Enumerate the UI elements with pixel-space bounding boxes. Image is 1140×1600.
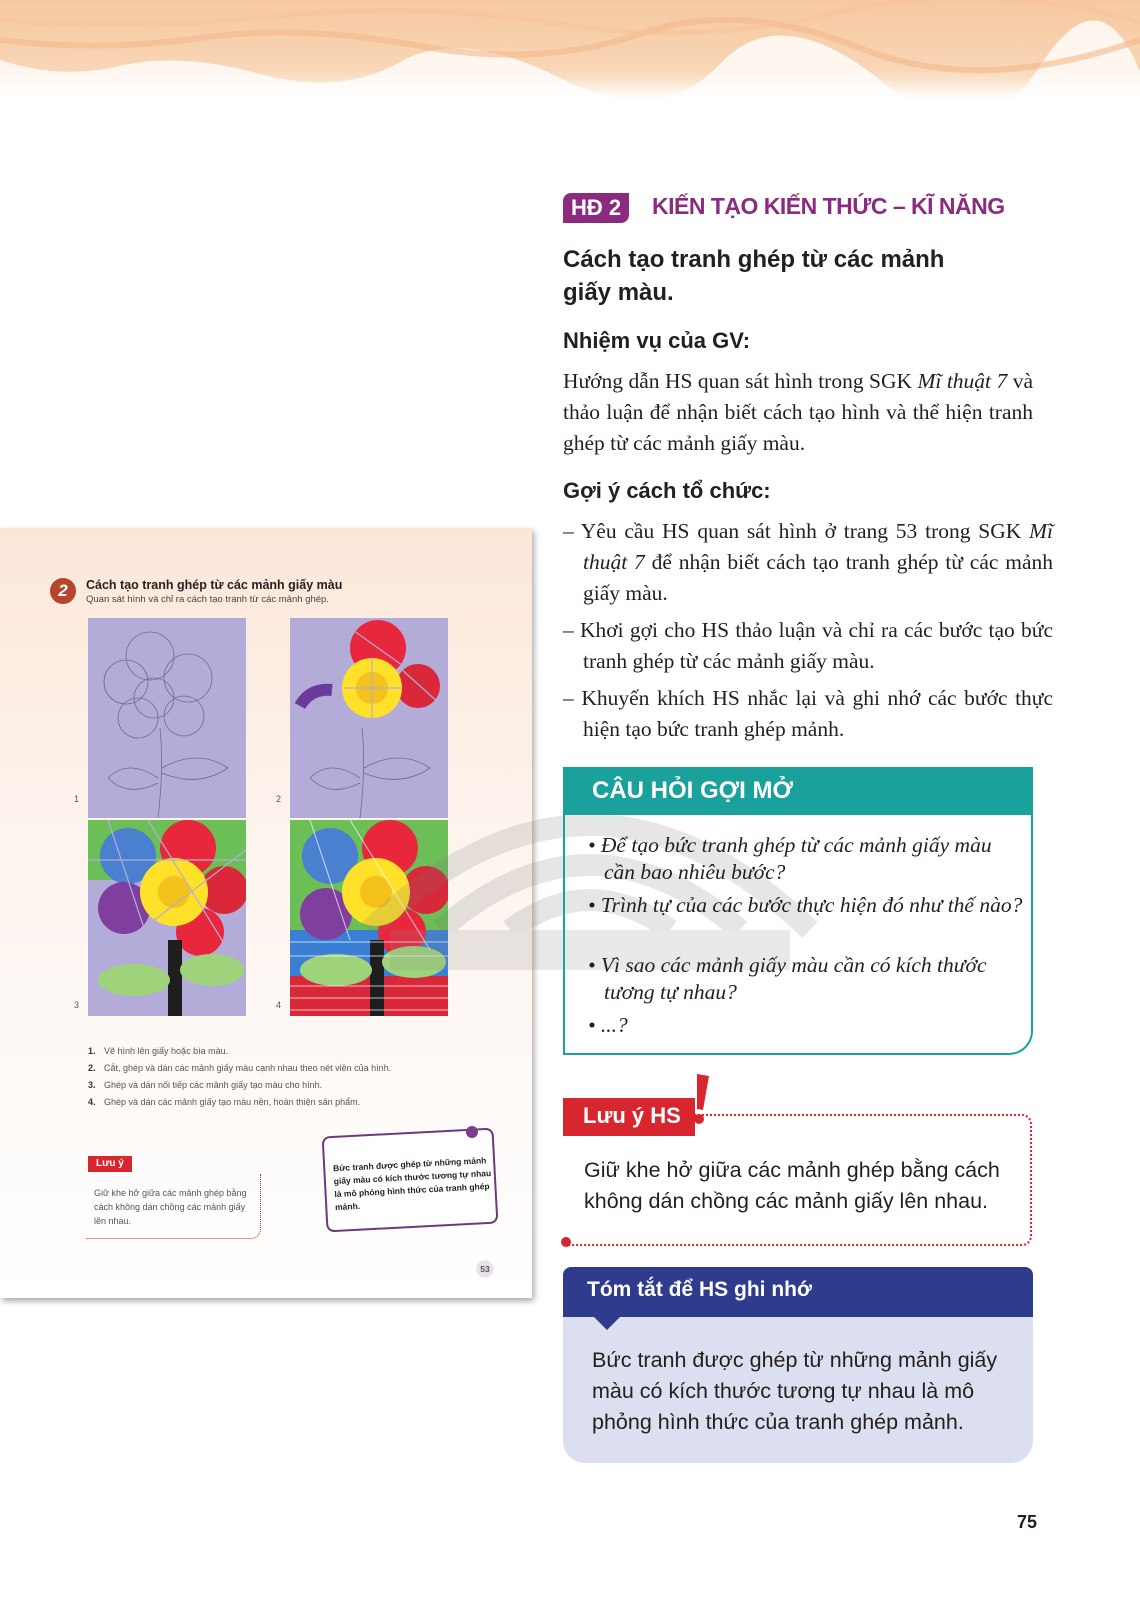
book-section-number: 2 xyxy=(50,578,76,604)
book-callout-text: Bức tranh được ghép từ những mảnh giấy màu có kích thước tương tự nhau là mô phỏng hình thức của tranh ghép mảnh. xyxy=(332,1155,492,1213)
section-heading: Cách tạo tranh ghép từ các mảnh giấy màu. xyxy=(563,246,945,306)
note-bullet-dot xyxy=(561,1237,571,1247)
step-panel-2 xyxy=(290,618,448,818)
summary-text: Bức tranh được ghép từ những mảnh giấy màu có kích thước tương tự nhau là mô phỏng hình thức của tranh ghép mảnh. xyxy=(592,1348,998,1434)
book-step: 4. Ghép và dán các mảnh giấy tạo màu nền, hoàn thiện sản phẩm. xyxy=(88,1097,361,1107)
book-section-title: Cách tạo tranh ghép từ các mảnh giấy màu xyxy=(86,578,343,592)
question-item: • Vì sao các mảnh giấy màu cần có kích thước tương tự nhau? xyxy=(588,953,987,1004)
flower-outline-drawing xyxy=(88,618,246,818)
step-panel-3 xyxy=(88,820,246,1016)
callout-pin-icon xyxy=(466,1126,478,1138)
note-tag: Lưu ý HS xyxy=(563,1098,695,1136)
textbook-page-image xyxy=(0,528,532,1298)
step-panel-4 xyxy=(290,820,448,1016)
book-step: 1. Vẽ hình lên giấy hoặc bìa màu. xyxy=(88,1046,229,1056)
step-panel-1 xyxy=(88,618,246,818)
flower-partial-mosaic xyxy=(290,618,448,818)
header-band xyxy=(0,0,1140,100)
teacher-task-paragraph: Hướng dẫn HS quan sát hình trong SGK Mĩ thuật 7 và thảo luận để nhận biết cách tạo hình và thể hiện tranh ghép từ các mảnh giấy màu. xyxy=(563,369,1033,455)
activity-title: KIẾN TẠO KIẾN THỨC – KĨ NĂNG xyxy=(652,193,1005,219)
panel-label-1: 1 xyxy=(74,794,80,804)
book-step: 2. Cắt, ghép và dán các mảnh giấy màu cạnh nhau theo nét viền của hình. xyxy=(88,1063,392,1073)
summary-title: Tóm tắt để HS ghi nhớ xyxy=(587,1278,812,1301)
book-section-subtitle: Quan sát hình và chỉ ra cách tạo tranh từ các mảnh ghép. xyxy=(86,594,329,605)
organize-heading: Gợi ý cách tổ chức: xyxy=(563,478,771,503)
note-text: Giữ khe hở giữa các mảnh ghép bằng cách không dán chồng các mảnh giấy lên nhau. xyxy=(584,1158,1000,1213)
book-note-text: Giữ khe hở giữa các mảnh ghép bằng cách không dán chồng các mảnh giấy lên nhau. xyxy=(94,1188,247,1226)
panel-label-3: 3 xyxy=(74,1000,80,1010)
activity-badge: HĐ 2 xyxy=(563,193,629,223)
organize-item: – Yêu cầu HS quan sát hình ở trang 53 trong SGK Mĩ thuật 7 để nhận biết cách tạo tranh ghép từ các mảnh giấy màu. xyxy=(563,519,1053,605)
organize-item: – Khơi gợi cho HS thảo luận và chỉ ra các bước tạo bức tranh ghép từ các mảnh giấy màu. xyxy=(563,618,1053,673)
flower-finished-mosaic xyxy=(290,820,448,1016)
organize-item: – Khuyến khích HS nhắc lại và ghi nhớ các bước thực hiện tạo bức tranh ghép mảnh. xyxy=(563,686,1053,741)
page-number: 75 xyxy=(1017,1512,1038,1532)
flower-filled-mosaic xyxy=(88,820,246,1016)
question-item: • ...? xyxy=(588,1013,628,1037)
teacher-task-heading: Nhiệm vụ của GV: xyxy=(563,328,751,353)
paint-texture xyxy=(0,0,1140,100)
book-note-tag: Lưu ý xyxy=(88,1156,132,1172)
panel-label-2: 2 xyxy=(276,794,282,804)
question-item: • Để tạo bức tranh ghép từ các mảnh giấy màu cần bao nhiêu bước? xyxy=(588,833,992,884)
book-step: 3. Ghép và dán nối tiếp các mảnh giấy tạo màu cho hình. xyxy=(88,1080,323,1090)
exclamation-icon xyxy=(693,1074,709,1126)
summary-pointer xyxy=(593,1316,621,1330)
questions-title: CÂU HỎI GỢI MỞ xyxy=(592,777,793,804)
book-step-list xyxy=(88,1046,508,1114)
panel-label-4: 4 xyxy=(276,1000,282,1010)
question-item: • Trình tự của các bước thực hiện đó như thế nào? xyxy=(588,893,1023,917)
book-page-number: 53 xyxy=(470,1254,500,1284)
